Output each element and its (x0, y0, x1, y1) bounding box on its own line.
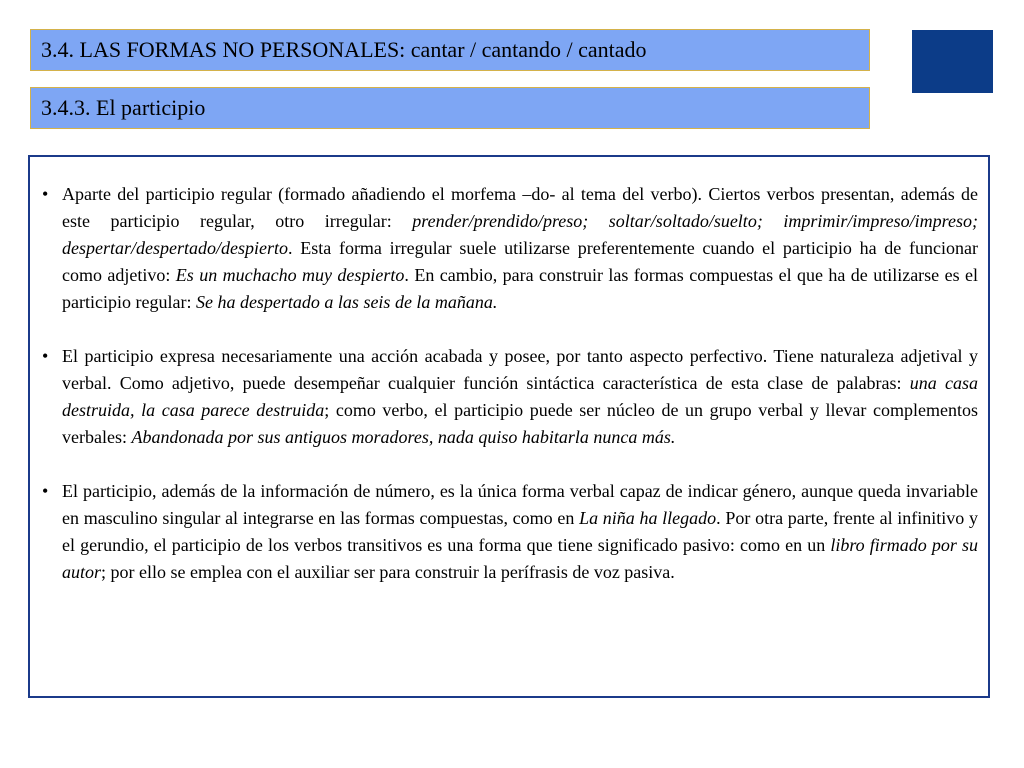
text-span: . En cambio, para construir las formas compuestas el que ha de utilizarse es el participio regular: (62, 265, 978, 312)
text-span: El participio expresa necesariamente una acción acabada y posee, por tanto aspecto perfectivo. Tiene naturaleza adjetival y verbal. Como adjetivo, puede desempeñar cualquier función sintáctica característica de esta clase de palabras: (62, 346, 978, 393)
decorative-square (912, 30, 993, 93)
subsection-title-text: 3.4.3. El participio (41, 95, 206, 120)
bullet-irregular-participle (40, 181, 978, 316)
subsection-title (30, 87, 870, 129)
section-title (30, 29, 870, 71)
bullet-participle-gender (40, 478, 978, 586)
content-box (28, 155, 990, 698)
text-span: ; por ello se emplea con el auxiliar ser para construir la perífrasis de voz pasiva. (101, 562, 675, 582)
text-span: . Por otra parte, frente al infinitivo y el gerundio, el participio de los verbos transitivos es una forma que tiene significado pasivo: como en un (62, 508, 978, 555)
italic-example: Se ha despertado a las seis de la mañana. (195, 292, 498, 312)
bullet-participle-aspect (40, 343, 978, 451)
text-span: . Esta forma irregular suele utilizarse preferentemente cuando el participio ha de funcionar como adjetivo: (62, 238, 978, 285)
italic-example: una casa destruida, la casa parece destruida (62, 373, 978, 420)
italic-example: prender/prendido/preso; soltar/soltado/suelto; imprimir/impreso/impreso; despertar/despertado/despierto (62, 211, 979, 258)
text-span: El participio, además de la información de número, es la única forma verbal capaz de indicar género, aunque queda invariable en masculino singular al integrarse en las formas compuestas, como en (62, 481, 978, 528)
italic-example: Es un muchacho muy despierto (175, 265, 405, 285)
text-span: ; como verbo, el participio puede ser núcleo de un grupo verbal y llevar complementos verbales: (62, 400, 979, 447)
italic-example: Abandonada por sus antiguos moradores, nada quiso habitarla nunca más. (131, 427, 676, 447)
italic-example: La niña ha llegado (579, 508, 717, 528)
section-title-text: 3.4. LAS FORMAS NO PERSONALES: cantar / cantando / cantado (41, 37, 647, 62)
italic-example: libro firmado por su autor (62, 535, 978, 582)
text-span: Aparte del participio regular (formado añadiendo el morfema –do- al tema del verbo). Ciertos verbos presentan, además de este participio regular, otro irregular: (62, 184, 978, 231)
